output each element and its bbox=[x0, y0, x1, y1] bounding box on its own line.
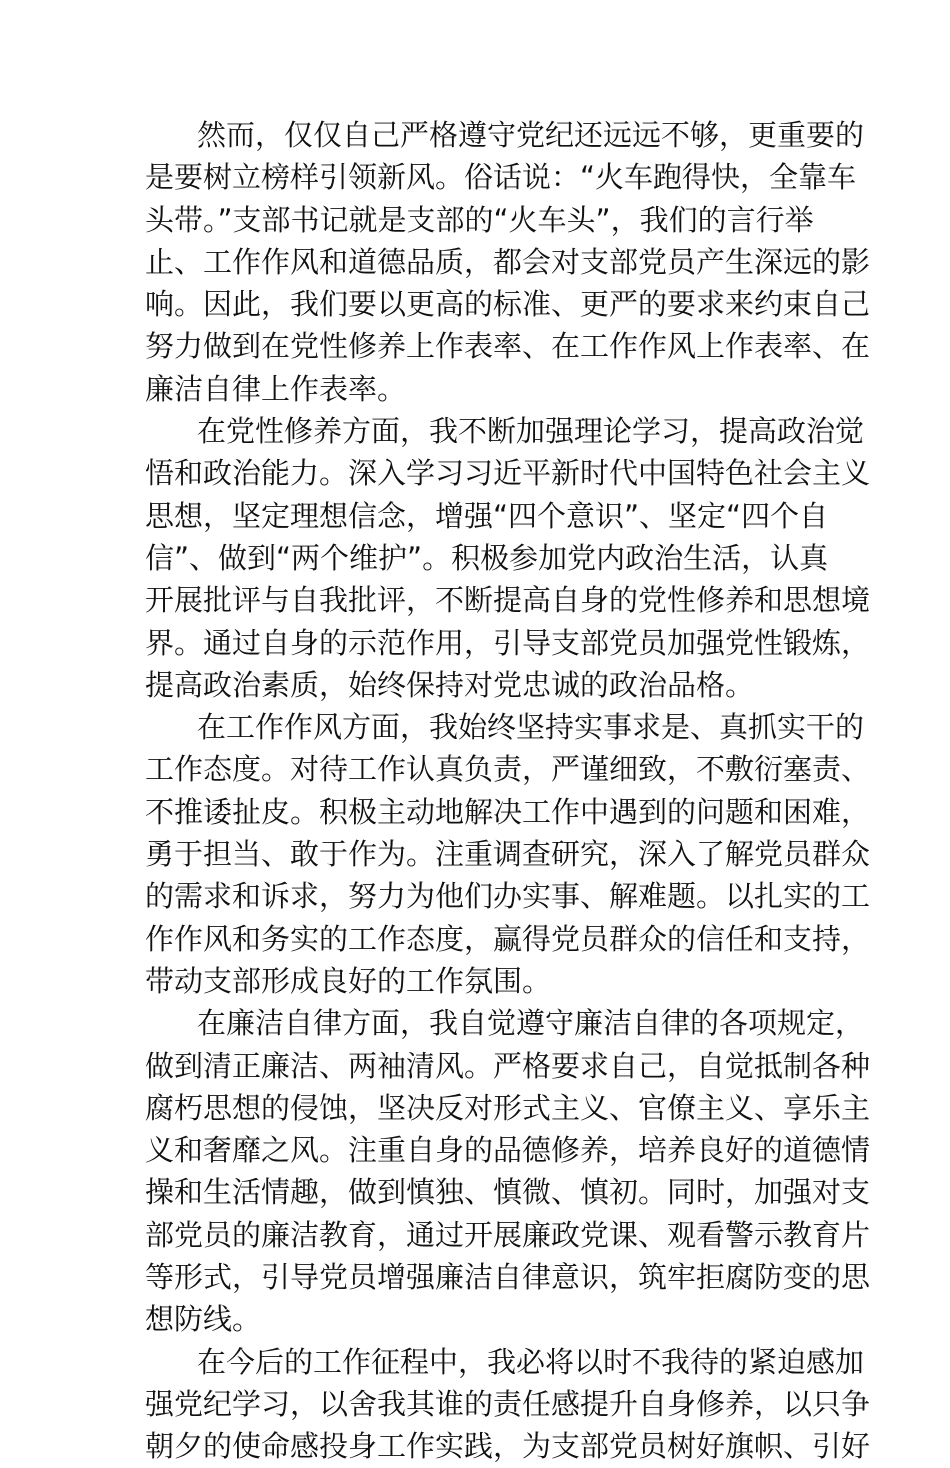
text-line: 在工作作风方面，我始终坚持实事求是、真抓实干的 bbox=[197, 710, 865, 745]
text-line: 思想，坚定理想信念，增强“四个意识”、坚定“四个自 bbox=[145, 498, 829, 533]
text-line: 工作态度。对待工作认真负责，严谨细致，不敷衍塞责、 bbox=[145, 752, 871, 787]
text-line: 是要树立榜样引领新风。俗话说：“火车跑得快，全靠车 bbox=[145, 160, 857, 195]
text-line: 在党性修养方面，我不断加强理论学习，提高政治觉 bbox=[197, 414, 865, 449]
text-line: 勇于担当、敢于作为。注重调查研究，深入了解党员群众 bbox=[145, 837, 871, 872]
text-line: 悟和政治能力。深入学习习近平新时代中国特色社会主义 bbox=[145, 456, 871, 491]
text-line: 操和生活情趣，做到慎独、慎微、慎初。同时，加强对支 bbox=[145, 1175, 871, 1210]
text-line: 带动支部形成良好的工作氛围。 bbox=[145, 963, 552, 998]
text-line: 头带。”支部书记就是支部的“火车头”，我们的言行举 bbox=[145, 202, 814, 237]
paragraph bbox=[145, 410, 871, 706]
paragraph bbox=[145, 1341, 871, 1468]
text-line: 开展批评与自我批评，不断提高自身的党性修养和思想境 bbox=[145, 583, 871, 618]
text-line: 强党纪学习，以舍我其谁的责任感提升自身修养，以只争 bbox=[145, 1386, 871, 1421]
paragraph bbox=[145, 706, 871, 1002]
text-line: 义和奢靡之风。注重自身的品德修养，培养良好的道德情 bbox=[145, 1133, 871, 1168]
text-line: 部党员的廉洁教育，通过开展廉政党课、观看警示教育片 bbox=[145, 1217, 871, 1252]
text-line: 提高政治素质，始终保持对党忠诚的政治品格。 bbox=[145, 667, 755, 702]
text-line: 在廉洁自律方面，我自觉遵守廉洁自律的各项规定， bbox=[197, 1006, 865, 1041]
text-line: 界。通过自身的示范作用，引导支部党员加强党性锻炼， bbox=[145, 625, 871, 660]
text-line: 的需求和诉求，努力为他们办实事、解难题。以扎实的工 bbox=[145, 879, 871, 914]
paragraph bbox=[145, 114, 871, 410]
text-line: 廉洁自律上作表率。 bbox=[145, 371, 407, 406]
text-line: 不推诿扯皮。积极主动地解决工作中遇到的问题和困难， bbox=[145, 794, 871, 829]
text-line: 努力做到在党性修养上作表率、在工作作风上作表率、在 bbox=[145, 329, 871, 364]
text-line: 止、工作作风和道德品质，都会对支部党员产生深远的影 bbox=[145, 244, 871, 279]
text-line: 信”、做到“两个维护”。积极参加党内政治生活，认真 bbox=[145, 540, 829, 575]
text-line: 做到清正廉洁、两袖清风。严格要求自己，自觉抵制各种 bbox=[145, 1048, 871, 1083]
text-line: 朝夕的使命感投身工作实践，为支部党员树好旗帜、引好 bbox=[145, 1429, 871, 1464]
text-line: 响。因此，我们要以更高的标准、更严的要求来约束自己 bbox=[145, 287, 871, 322]
text-line: 等形式，引导党员增强廉洁自律意识，筑牢拒腐防变的思 bbox=[145, 1260, 871, 1295]
text-line: 想防线。 bbox=[145, 1302, 262, 1337]
text-line: 然而，仅仅自己严格遵守党纪还远远不够，更重要的 bbox=[197, 118, 865, 152]
text-line: 作作风和务实的工作态度，赢得党员群众的信任和支持， bbox=[145, 921, 871, 956]
text-line: 腐朽思想的侵蚀，坚决反对形式主义、官僚主义、享乐主 bbox=[145, 1090, 871, 1125]
text-line: 在今后的工作征程中，我必将以时不我待的紧迫感加 bbox=[197, 1344, 865, 1379]
document-body bbox=[145, 114, 871, 1468]
paragraph bbox=[145, 1002, 871, 1340]
